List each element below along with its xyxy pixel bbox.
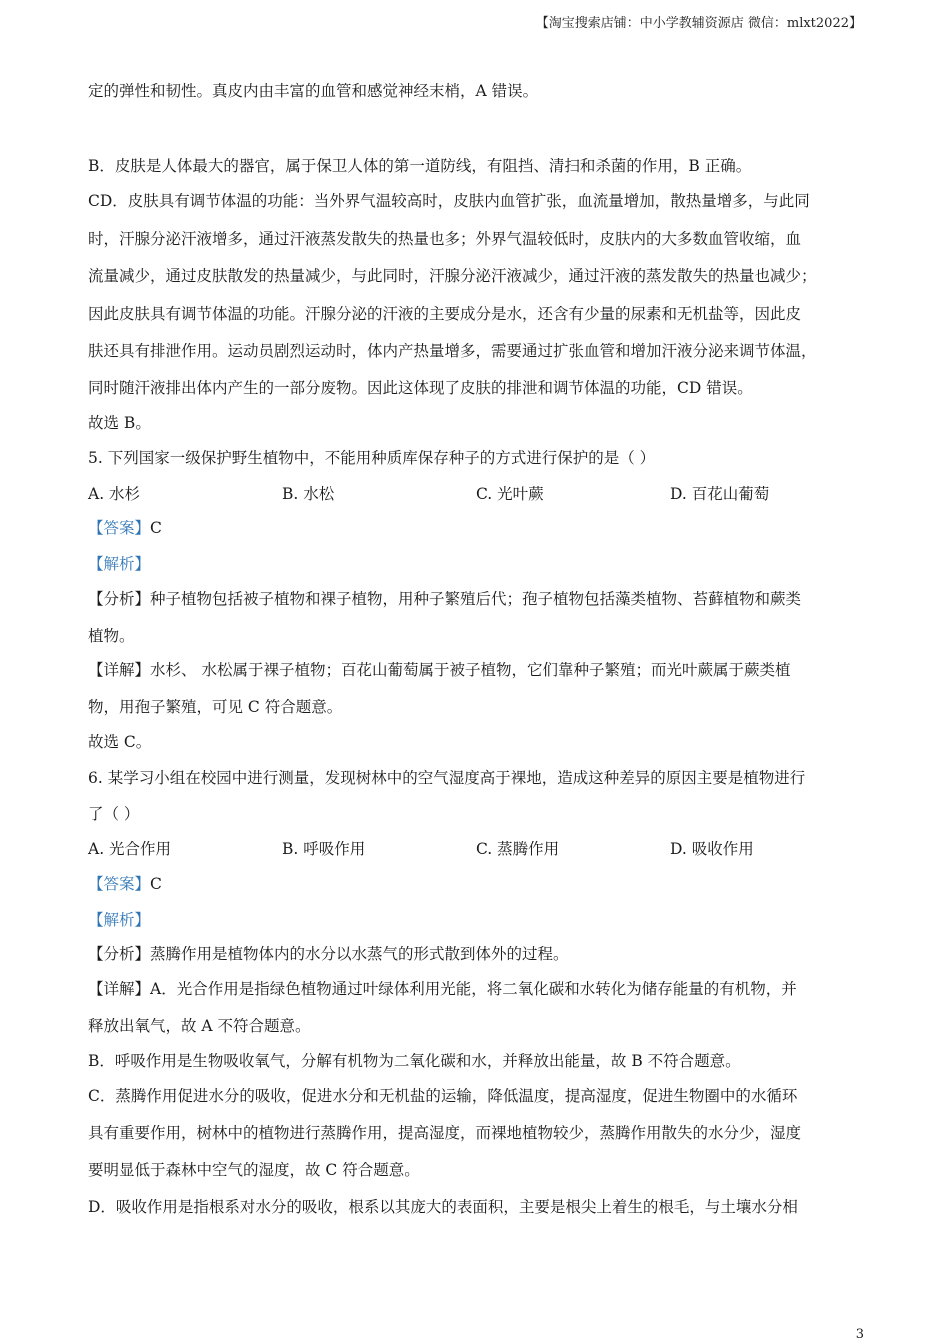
q6-xiangjie-line: B．呼吸作用是生物吸收氧气，分解有机物为二氧化碳和水，并释放出能量，故 B 不符合题意。 [88,1052,741,1070]
q4-option-a-text: 定的弹性和韧性。真皮内由丰富的血管和感觉神经末梢，A 错误。 [88,82,539,100]
xiangjie-tag: 【详解】 [88,980,151,998]
answer-tag: 【答案】 [88,875,151,893]
q5-options [88,484,868,504]
q5-conclusion: 故选 C。 [88,733,152,751]
q5-option-c: C. 光叶蕨 [476,485,544,503]
q4-cd-line: CD．皮肤具有调节体温的功能：当外界气温较高时，皮肤内血管扩张，血流量增加，散热量增多，与此同 [88,192,810,210]
xiangjie-tag: 【详解】 [88,661,151,679]
q5-xiangjie-line: 物，用孢子繁殖，可见 C 符合题意。 [88,698,343,716]
q6-options [88,839,868,859]
fenxi-tag: 【分析】 [88,590,151,608]
q6-option-a: A. 光合作用 [88,840,172,858]
q5-fenxi-line [88,589,868,609]
q6-fenxi-line [88,944,868,964]
q6-option-b: B. 呼吸作用 [282,840,366,858]
q5-stem: 5. 下列国家一级保护野生植物中，不能用种质库保存种子的方式进行保护的是（ ） [88,449,656,467]
q4-option-b-text: B．皮肤是人体最大的器官，属于保卫人体的第一道防线，有阻挡、清扫和杀菌的作用，B 正确。 [88,157,752,175]
q5-option-b: B. 水松 [282,485,335,503]
answer-tag: 【答案】 [88,519,151,537]
q6-option-c: C. 蒸腾作用 [476,840,560,858]
q5-answer-value: C [150,519,162,537]
page-header: 【淘宝搜索店铺：中小学教辅资源店 微信：mlxt2022】 [535,16,862,31]
q5-option-d: D. 百花山葡萄 [670,485,770,503]
q5-analysis-heading [88,554,868,574]
q6-fenxi-text: 蒸腾作用是植物体内的水分以水蒸气的形式散到体外的过程。 [150,945,569,963]
q6-xiangjie-line: C．蒸腾作用促进水分的吸收，促进水分和无机盐的运输，降低温度，提高湿度，促进生物圈中的水循环 [88,1087,798,1105]
q5-fenxi-line: 植物。 [88,627,135,645]
q4-cd-line: 流量减少，通过皮肤散发的热量减少，与此同时，汗腺分泌汗液减少，通过汗液的蒸发散失的热量也减少； [88,267,817,285]
q5-answer [88,518,868,538]
q6-answer-value: C [150,875,162,893]
q6-xiangjie-line: 释放出氧气，故 A 不符合题意。 [88,1017,311,1035]
q4-cd-line: 肤还具有排泄作用。运动员剧烈运动时，体内产热量增多，需要通过扩张血管和增加汗液分泌来调节体温， [88,342,817,360]
analysis-tag: 【解析】 [88,911,151,929]
q6-xiangjie-line: 具有重要作用，树林中的植物进行蒸腾作用，提高湿度，而裸地植物较少，蒸腾作用散失的水分少，湿度 [88,1124,802,1142]
q5-option-a: A. 水杉 [88,485,141,503]
page-number: 3 [855,1327,864,1342]
q5-xiangjie-line [88,660,868,680]
q4-conclusion: 故选 B。 [88,414,151,432]
q4-cd-line: 因此皮肤具有调节体温的功能。汗腺分泌的汗液的主要成分是水，还含有少量的尿素和无机盐等，因此皮 [88,305,802,323]
q6-analysis-heading [88,910,868,930]
q6-stem: 了（ ） [88,805,140,823]
q6-xiangjie-text: A．光合作用是指绿色植物通过叶绿体利用光能，将二氧化碳和水转化为储存能量的有机物，并 [150,980,797,998]
q5-fenxi-text: 种子植物包括被子植物和裸子植物，用种子繁殖后代；孢子植物包括藻类植物、苔藓植物和蕨类 [150,590,802,608]
q5-xiangjie-text: 水杉、 水松属于裸子植物；百花山葡萄属于被子植物，它们靠种子繁殖；而光叶蕨属于蕨类植 [150,661,791,679]
q6-stem: 6. 某学习小组在校园中进行测量，发现树林中的空气湿度高于裸地，造成这种差异的原因主要是植物进行 [88,769,806,787]
q4-cd-line: 同时随汗液排出体内产生的一部分废物。因此这体现了皮肤的排泄和调节体温的功能，CD 错误。 [88,379,753,397]
q6-xiangjie-line: D．吸收作用是指根系对水分的吸收，根系以其庞大的表面积，主要是根尖上着生的根毛，与土壤水分相 [88,1198,798,1216]
q6-option-d: D. 吸收作用 [670,840,754,858]
q6-xiangjie-line [88,979,868,999]
q4-cd-line: 时，汗腺分泌汗液增多，通过汗液蒸发散失的热量也多；外界气温较低时，皮肤内的大多数血管收缩，血 [88,230,802,248]
fenxi-tag: 【分析】 [88,945,151,963]
analysis-tag: 【解析】 [88,555,151,573]
q6-xiangjie-line: 要明显低于森林中空气的湿度，故 C 符合题意。 [88,1161,420,1179]
q6-answer [88,874,868,894]
